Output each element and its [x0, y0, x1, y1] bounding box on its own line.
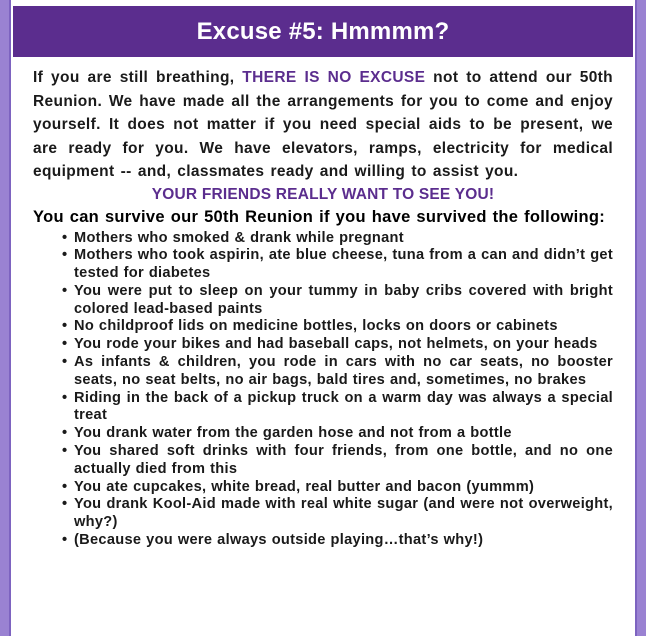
left-border: [0, 0, 11, 636]
bullet-icon: •: [62, 496, 68, 513]
list-item: [62, 336, 613, 354]
bullet-icon: •: [62, 354, 68, 371]
list-item-text: Riding in the back of a pickup truck on a warm day was always a special treat: [74, 389, 613, 424]
list-item: [62, 318, 613, 336]
bullet-icon: •: [62, 425, 68, 442]
list-item-text: Mothers who took aspirin, ate blue cheese, tuna from a can and didn’t get tested for diabetes: [74, 247, 613, 282]
list-item: [62, 247, 613, 283]
list-item-text: No childproof lids on medicine bottles, locks on doors or cabinets: [74, 318, 558, 335]
bullet-icon: •: [62, 318, 68, 335]
bullet-icon: •: [62, 532, 68, 549]
bullet-icon: •: [62, 247, 68, 264]
bullet-icon: •: [62, 389, 68, 406]
list-item-text: You ate cupcakes, white bread, real butter and bacon (yummm): [74, 478, 535, 495]
header-banner: [13, 6, 633, 57]
list-item-text: You drank Kool-Aid made with real white sugar (and were not overweight, why?): [74, 496, 613, 531]
list-item: [62, 282, 613, 319]
intro-text-2: not to attend our 50th Reunion. We have made all the arrangements for you to come and enjoy yourself. It does not matter if you need special aids to be present, we are ready for you. We have elevators, ramps, electricity for medical equipment -- and, classmates ready and willing to assist you.: [33, 69, 613, 180]
list-item-text: You drank water from the garden hose and not from a bottle: [74, 425, 512, 442]
list-item: [62, 425, 613, 443]
list-item-text: You shared soft drinks with four friends, from one bottle, and no one actually died from this: [74, 443, 613, 477]
list-item: [62, 389, 613, 426]
list-item: [62, 229, 613, 248]
bullet-icon: •: [62, 282, 68, 299]
bullet-icon: •: [62, 336, 68, 353]
survival-list: [33, 230, 613, 550]
intro-text-1: If you are still breathing,: [33, 69, 243, 86]
list-item: [62, 478, 613, 497]
list-item-text: As infants & children, you rode in cars with no car seats, no booster seats, no seat belts, no air bags, bald tires and, sometimes, no brakes: [74, 354, 613, 388]
lead-sentence: You can survive our 50th Reunion if you have survived the following:: [33, 207, 606, 226]
intro-paragraph: [33, 66, 613, 184]
document-body: [33, 66, 613, 550]
bullet-icon: •: [62, 443, 68, 460]
list-item-text: Mothers who smoked & drank while pregnant: [74, 229, 404, 246]
friends-heading: YOUR FRIENDS REALLY WANT TO SEE YOU!: [151, 185, 495, 203]
list-item-text: You rode your bikes and had baseball caps, not helmets, on your heads: [74, 336, 598, 353]
intro-emphasis: THERE IS NO EXCUSE: [242, 69, 426, 86]
list-item: [62, 532, 613, 550]
list-item-text: You were put to sleep on your tummy in baby cribs covered with bright colored lead-based paints: [74, 282, 613, 317]
list-item: [62, 354, 613, 390]
bullet-icon: •: [62, 229, 68, 246]
list-item: [62, 496, 613, 532]
right-border: [635, 0, 646, 636]
list-item: [62, 443, 613, 479]
page-title: Excuse #5: Hmmmm?: [196, 17, 450, 45]
bullet-icon: •: [62, 478, 68, 495]
list-item-text: (Because you were always outside playing…that’s why!): [74, 532, 484, 549]
